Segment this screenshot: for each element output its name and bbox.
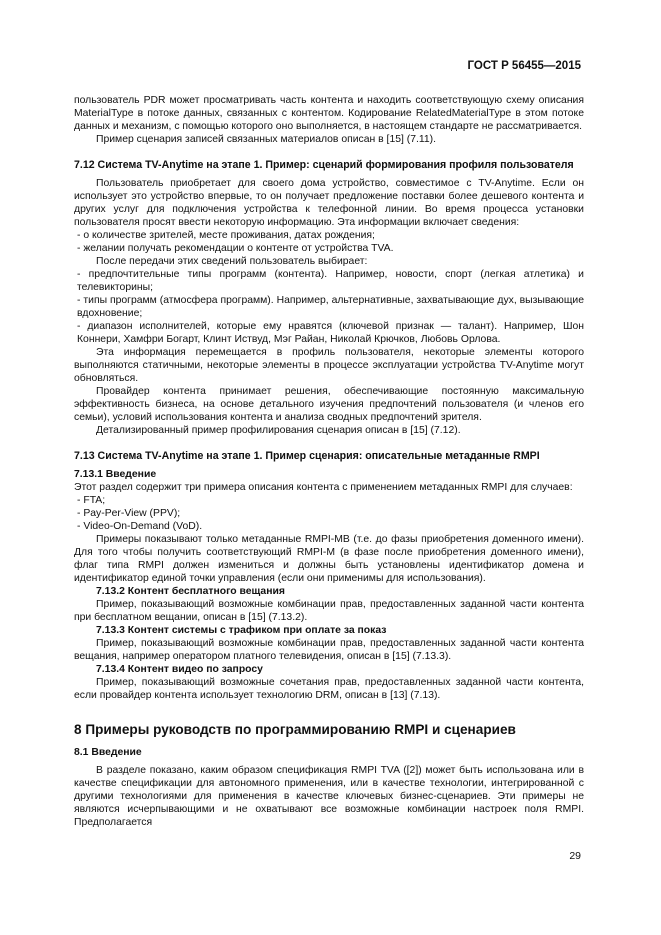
document-id-header: ГОСТ Р 56455—2015 [467, 60, 581, 72]
paragraph: Пример, показывающий возможные комбинации прав, предоставленных заданной части контента вещания, например оператором платного телевидения, описан в [15] (7.13.3). [74, 638, 584, 662]
paragraph: Этот раздел содержит три примера описания контента с применением метаданных RMPI для случаев: [74, 482, 573, 493]
paragraph: Детализированный пример профилирования сценария описан в [15] (7.12). [96, 425, 461, 436]
list-item: - предпочтительные типы программ (контента). Например, новости, спорт (легкая атлетика) и телевикторины; [77, 269, 584, 293]
chapter-heading-8: 8 Примеры руководств по программированию RMPI и сценариев [74, 722, 516, 737]
paragraph: Эта информация перемещается в профиль пользователя, некоторые элементы которого выполняются статичными, некоторые элементы в процессе эксплуатации устройства TV-Anytime могут обновляться. [74, 347, 584, 384]
paragraph: Пример сценария записей связанных материалов описан в [15] (7.11). [96, 134, 437, 145]
paragraph: Пример, показывающий возможные комбинации прав, предоставленных заданной части контента при бесплатном вещании, описан в [15] (7.13.2). [74, 599, 584, 623]
list-item: - FTA; [77, 495, 106, 506]
section-heading-7-13: 7.13 Система TV-Anytime на этапе 1. Пример сценария: описательные метаданные RMPI [74, 450, 540, 462]
list-item: - Video-On-Demand (VoD). [77, 521, 203, 532]
paragraph: Примеры показывают только метаданные RMPI-MB (т.е. до фазы приобретения доменного имени). Для того чтобы получить соответствующий RMPI-M (в фазе после приобретения доменного имени), флаг типа RMPI должен измениться и должны быть установлены идентификатор домена и идентификатор единой точки управления (если они применимы для использования). [74, 534, 584, 584]
list-item: - типы программ (атмосфера программ). Например, альтернативные, захватывающие дух, вызывающие вдохновение; [77, 295, 584, 319]
subsection-heading-7-13-4: 7.13.4 Контент видео по запросу [96, 664, 263, 675]
paragraph: После передачи этих сведений пользователь выбирает: [96, 256, 368, 267]
section-heading-7-12: 7.12 Система TV-Anytime на этапе 1. Пример: сценарий формирования профиля пользователя [74, 159, 574, 171]
page-number: 29 [569, 850, 581, 862]
paragraph: Провайдер контента принимает решения, обеспечивающие постоянную максимальную эффективность бизнеса, на основе детального изучения предпочтений пользователя (и членов его семьи), условий использования контента и анализа сводных предпочтений зрителя. [74, 386, 584, 423]
subsection-heading-7-13-1: 7.13.1 Введение [74, 469, 157, 480]
paragraph: Пользователь приобретает для своего дома устройство, совместимое с TV-Anytime. Если он использует это устройство впервые, то он получает предложение поставки более дешевого контента и других услуг для подключения устройства к телефонной линии. Во время процесса установки пользователя просят ввести некоторую информацию. Эта информации включает сведения: [74, 178, 584, 228]
section-heading-8-1: 8.1 Введение [74, 747, 142, 758]
subsection-heading-7-13-3: 7.13.3 Контент системы с трафиком при оплате за показ [96, 625, 387, 636]
list-item: - диапазон исполнителей, которые ему нравятся (ключевой признак — талант). Например, Шон Коннери, Хамфри Богарт, Клинт Иствуд, Мэг Райан, Николай Крючков, Любовь Орлова. [77, 321, 584, 345]
paragraph: пользователь PDR может просматривать часть контента и находить соответствующую схему описания MaterialType в потоке данных, связанных с контентом. Кодирование RelatedMaterialType в этом потоке данных и механизм, с помощью которого оно выполняется, в настоящем стандарте не рассматривается. [74, 95, 584, 132]
page-content [74, 94, 584, 829]
list-item: - Pay-Per-View (PPV); [77, 508, 181, 519]
list-item: - о количестве зрителей, месте проживания, датах рождения; [77, 230, 375, 241]
paragraph: В разделе показано, каким образом спецификация RMPI TVA ([2]) может быть использована или в качестве спецификации для автономного применения, или в качестве технологии, интегрированной с другими технологиями для применения в качестве ключевых бизнес-сценариев. Эти примеры не являются исчерпывающими и не охватывают все возможные комбинации настроек поля RMPI. Предполагается [74, 765, 584, 828]
subsection-heading-7-13-2: 7.13.2 Контент бесплатного вещания [96, 586, 285, 597]
list-item: - желании получать рекомендации о контенте от устройства TVA. [77, 243, 394, 254]
paragraph: Пример, показывающий возможные сочетания прав, предоставленных заданной части контента, если провайдер контента использует технологию DRM, описан в [13] (7.13). [74, 677, 584, 701]
